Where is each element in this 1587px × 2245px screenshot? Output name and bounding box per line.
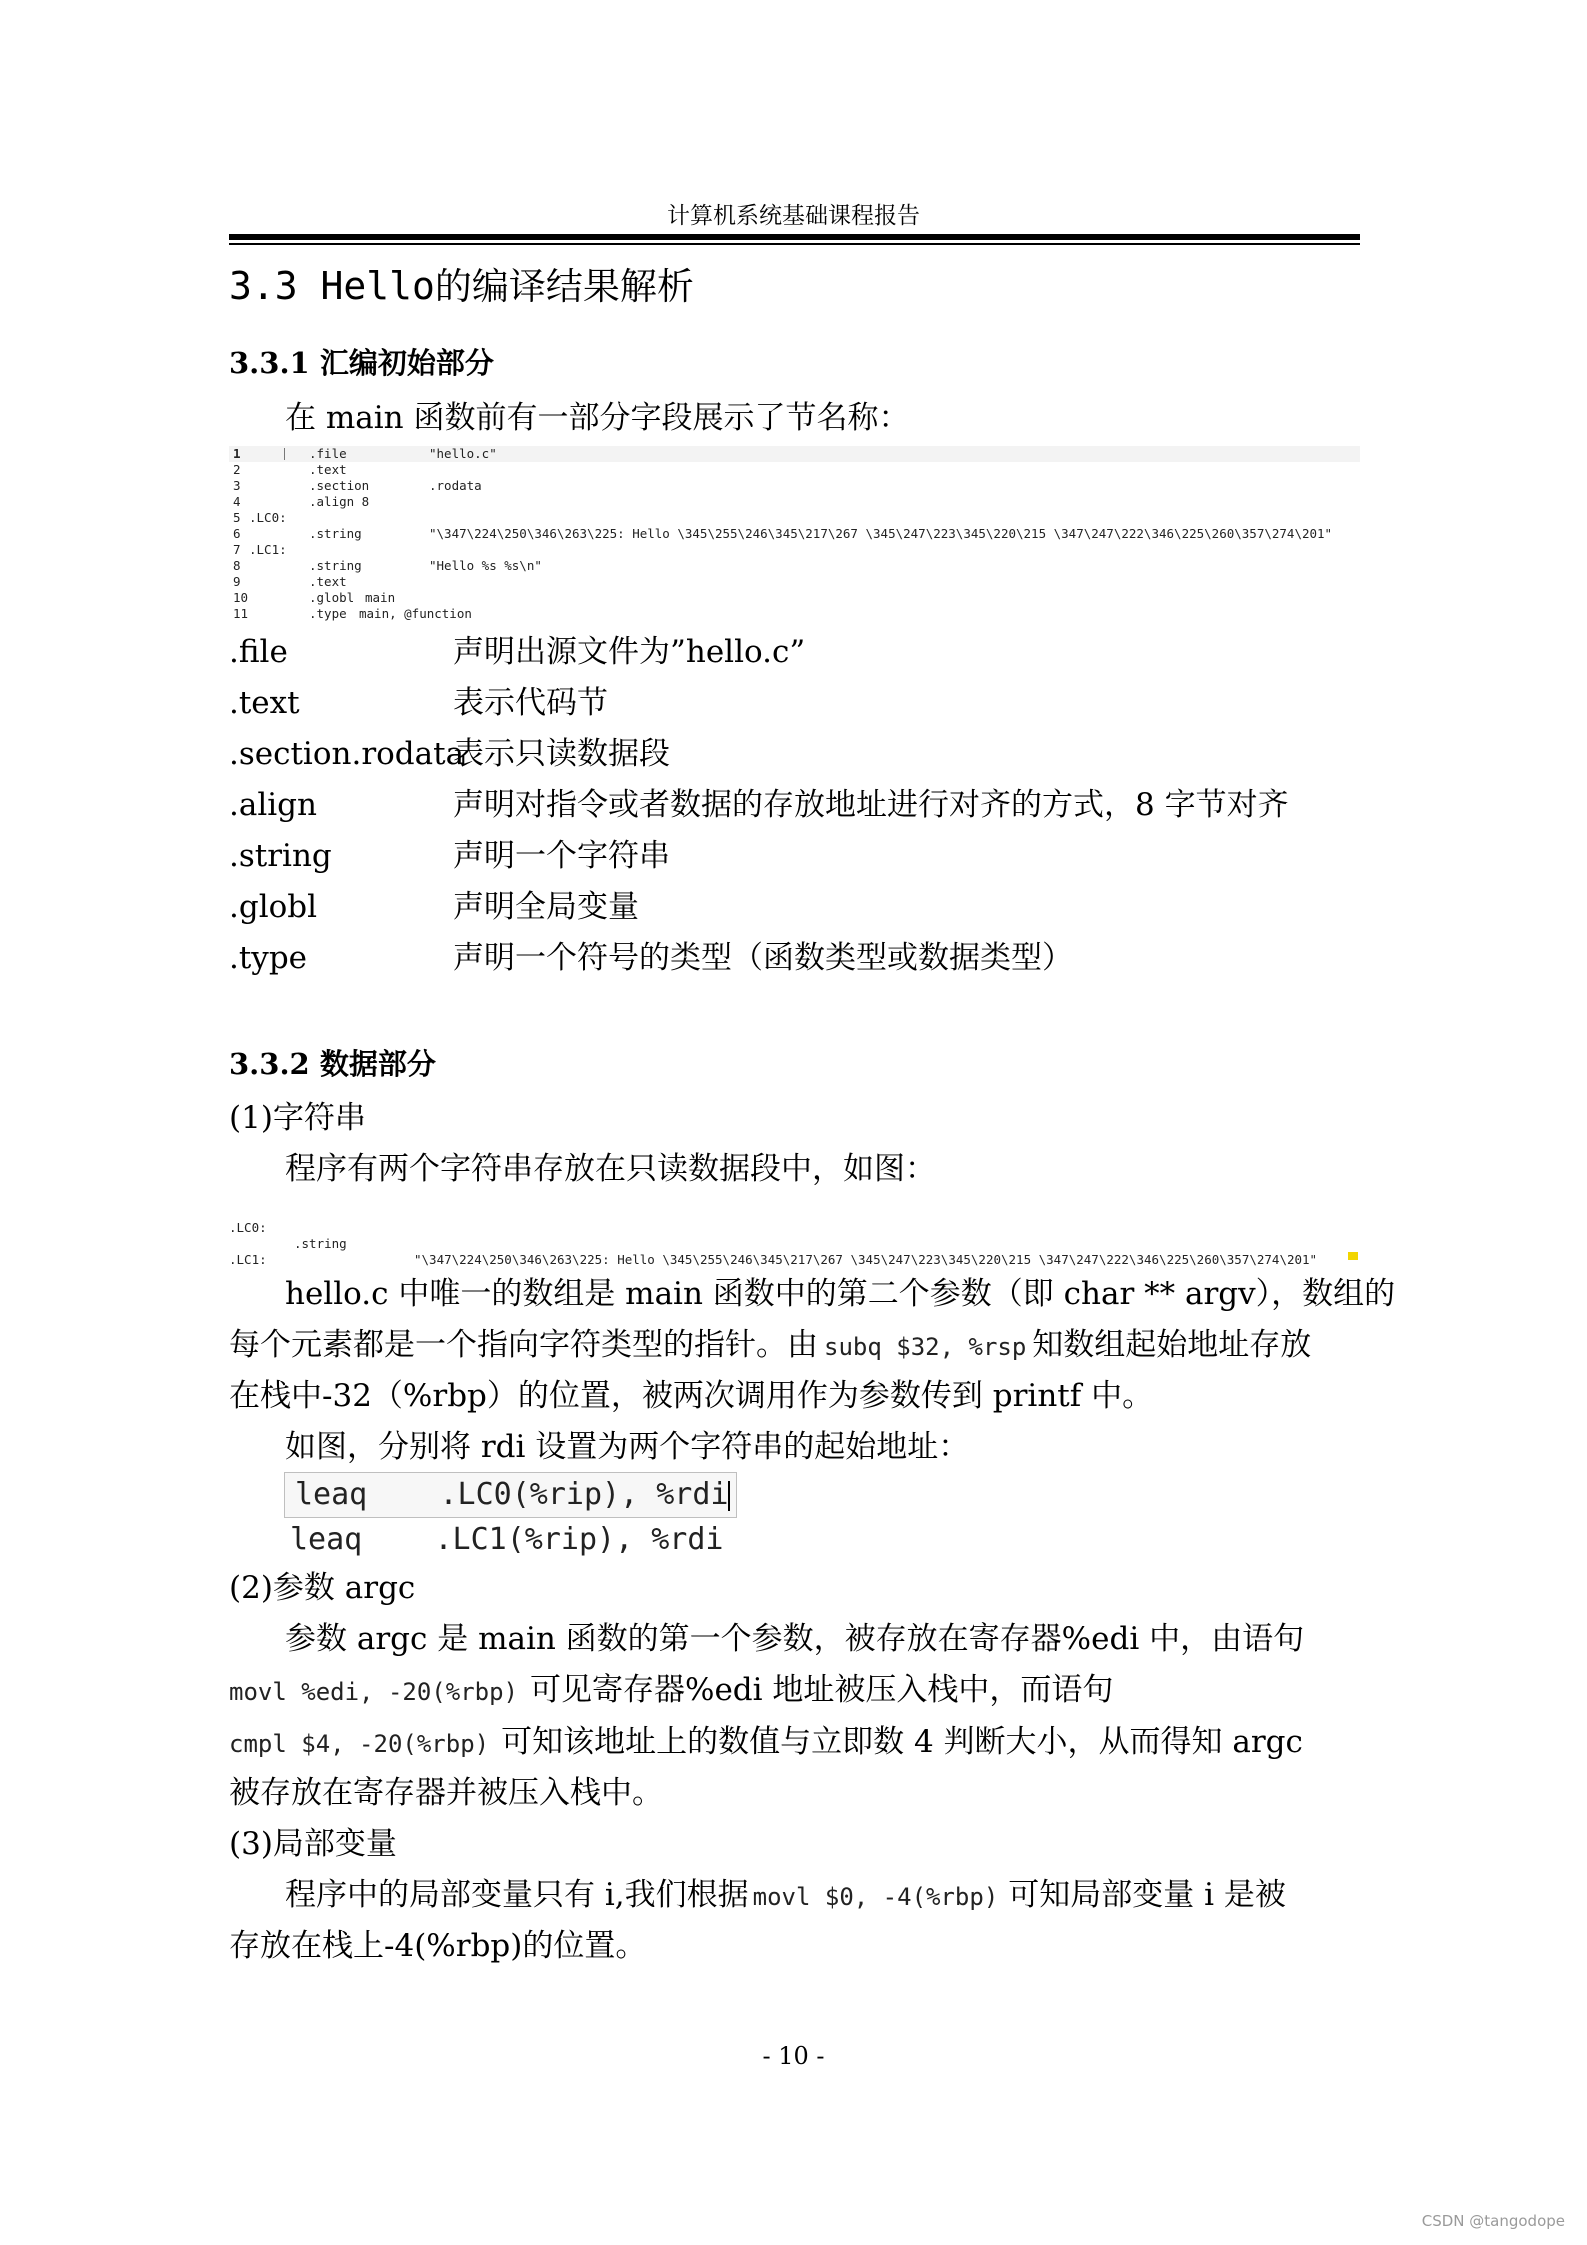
subsection-heading-332: 3.3.2 数据部分	[229, 1047, 436, 1081]
inline-asm-movl-zero: movl $0, -4(%rbp)	[752, 1883, 999, 1911]
directive-definition-row	[229, 728, 670, 780]
intro-paragraph: 在 main 函数前有一部分字段展示了节名称：	[285, 400, 910, 436]
locals-paragraph-line2: 存放在栈上-4(%rbp)的位置。	[229, 1928, 647, 1964]
code-argument: main, @function	[359, 606, 472, 621]
code-label: .LC0:	[229, 1220, 267, 1235]
code-directive: .file	[309, 446, 347, 461]
array-text-pre: 每个元素都是一个指向字符类型的指针。由	[229, 1327, 818, 1363]
code-line	[229, 462, 1360, 478]
code-label: .LC0:	[249, 510, 287, 525]
running-header: 计算机系统基础课程报告	[667, 203, 920, 229]
array-text-post: 知数组起始地址存放	[1032, 1327, 1312, 1363]
code-line	[229, 590, 1360, 606]
text-cursor	[284, 448, 285, 460]
leaq-lc1-screenshot	[284, 1518, 723, 1562]
section-number: 3.3	[229, 264, 298, 308]
subsection-heading-331: 3.3.1 汇编初始部分	[229, 346, 494, 380]
code-argument: "\347\224\250\346\263\225: Hello \345\255\246\345\217\267 \345\247\223\345\220\215 \347\247\222\346\225\260\357\274\201"	[429, 526, 1333, 541]
argc-text-3: 可知该地址上的数值与立即数 4 判断大小，从而得知 argc	[501, 1724, 1303, 1760]
watermark: CSDN @tangodope	[1421, 2212, 1565, 2230]
directive-term: .globl	[229, 889, 318, 925]
line-number: 6	[233, 526, 241, 541]
argc-paragraph-line2	[229, 1664, 1360, 1718]
code-line	[229, 510, 1360, 526]
sub-heading-strings: (1)字符串	[229, 1100, 366, 1136]
argc-paragraph-line4: 被存放在寄存器并被压入栈中。	[229, 1775, 663, 1811]
locals-text-pre: 程序中的局部变量只有 i,我们根据	[285, 1877, 749, 1913]
leaq-lc0-text: leaq .LC0(%rip), %rdi	[295, 1477, 729, 1512]
directive-description: 声明对指令或者数据的存放地址进行对齐的方式，8 字节对齐	[453, 787, 1289, 823]
line-number: 2	[233, 462, 241, 477]
code-line	[229, 494, 1360, 510]
argc-paragraph-line3	[229, 1716, 1360, 1770]
line-number: 11	[233, 606, 249, 621]
code-directive: .string	[309, 558, 362, 573]
argc-paragraph-line1: 参数 argc 是 main 函数的第一个参数，被存放在寄存器%edi 中，由语句	[285, 1621, 1305, 1657]
directive-description: 表示只读数据段	[453, 736, 670, 772]
inline-asm-movl-edi: movl %edi, -20(%rbp)	[229, 1678, 518, 1706]
code-argument: .rodata	[429, 478, 482, 493]
code-directive: .globl	[309, 590, 355, 605]
selection-marker	[1348, 1252, 1358, 1260]
directive-term: .file	[229, 634, 288, 670]
code-line	[229, 574, 1360, 590]
directive-term: .align	[229, 787, 317, 823]
leaq-lc0-screenshot	[284, 1472, 737, 1518]
line-number: 8	[233, 558, 241, 573]
directive-description: 声明出源文件为”hello.c”	[453, 634, 806, 670]
directive-term: .string	[229, 838, 332, 874]
directive-description: 表示代码节	[453, 685, 608, 721]
code-directive: .align 8	[309, 494, 370, 509]
directive-description: 声明一个符号的类型（函数类型或数据类型）	[453, 940, 1073, 976]
section-title-latin: Hello	[320, 264, 435, 308]
leaq-lc1-text: leaq .LC1(%rip), %rdi	[290, 1522, 724, 1557]
array-paragraph-line3: 在栈中-32（%rbp）的位置，被两次调用作为参数传到 printf 中。	[229, 1378, 1154, 1414]
code-line	[229, 446, 1360, 462]
line-number: 1	[233, 446, 241, 461]
directive-definition-row	[229, 881, 639, 933]
strings-paragraph: 程序有两个字符串存放在只读数据段中，如图：	[285, 1151, 936, 1187]
directive-definition-row	[229, 677, 608, 729]
directive-term: .section.rodata	[229, 736, 465, 772]
line-number: 5	[233, 510, 241, 525]
section-title-cn: 的编译结果解析	[434, 265, 694, 308]
line-number: 9	[233, 574, 241, 589]
code-directive: .string	[294, 1236, 347, 1251]
code-label: .LC1:	[249, 542, 287, 557]
directive-description: 声明全局变量	[453, 889, 639, 925]
directive-term: .text	[229, 685, 300, 721]
directive-definition-row	[229, 932, 1073, 984]
inline-asm-subq: subq $32, %rsp	[824, 1333, 1027, 1361]
text-caret	[728, 1481, 730, 1511]
code-directive: .text	[309, 574, 347, 589]
code-line	[229, 542, 1360, 558]
code-argument: "\347\224\250\346\263\225: Hello \345\255\246\345\217\267 \345\247\223\345\220\215 \347\247\222\346\225\260\357\274\201"	[414, 1252, 1318, 1267]
rdi-paragraph: 如图，分别将 rdi 设置为两个字符串的起始地址：	[285, 1429, 970, 1465]
line-number: 3	[233, 478, 241, 493]
code-line	[229, 606, 1360, 622]
page-number: - 10 -	[762, 2042, 825, 2070]
code-directive: .type	[309, 606, 347, 621]
header-rule-thick	[229, 234, 1360, 240]
code-line	[229, 558, 1360, 574]
directive-description: 声明一个字符串	[453, 838, 670, 874]
directive-definition-row	[229, 830, 670, 882]
code-directive: .text	[309, 462, 347, 477]
code-argument: main	[365, 590, 396, 605]
locals-text-post: 可知局部变量 i 是被	[1008, 1877, 1286, 1913]
code-directive: .string	[309, 526, 362, 541]
sub-heading-locals: (3)局部变量	[229, 1826, 397, 1862]
argc-text-2: 可见寄存器%edi 地址被压入栈中，而语句	[529, 1672, 1114, 1708]
assembly-code-screenshot	[229, 446, 1360, 622]
header-rule-thin	[229, 243, 1360, 245]
directive-definition-row	[229, 626, 805, 678]
array-paragraph-line2	[229, 1319, 1360, 1373]
code-line	[229, 478, 1360, 494]
line-number: 4	[233, 494, 241, 509]
string-snippet-screenshot	[229, 1198, 1360, 1268]
section-heading	[229, 258, 694, 315]
line-number: 10	[233, 590, 249, 605]
code-argument: "hello.c"	[429, 446, 497, 461]
code-argument: "Hello %s %s\n"	[429, 558, 542, 573]
code-label: .LC1:	[229, 1252, 267, 1267]
array-paragraph-line1: hello.c 中唯一的数组是 main 函数中的第二个参数（即 char ** argv），数组的	[285, 1276, 1396, 1312]
code-directive: .section	[309, 478, 370, 493]
sub-heading-argc: (2)参数 argc	[229, 1570, 416, 1606]
directive-definition-row	[229, 779, 1289, 831]
code-line	[229, 526, 1360, 542]
line-number: 7	[233, 542, 241, 557]
locals-paragraph-line1	[229, 1869, 1416, 1923]
directive-term: .type	[229, 940, 308, 976]
inline-asm-cmpl: cmpl $4, -20(%rbp)	[229, 1730, 490, 1758]
